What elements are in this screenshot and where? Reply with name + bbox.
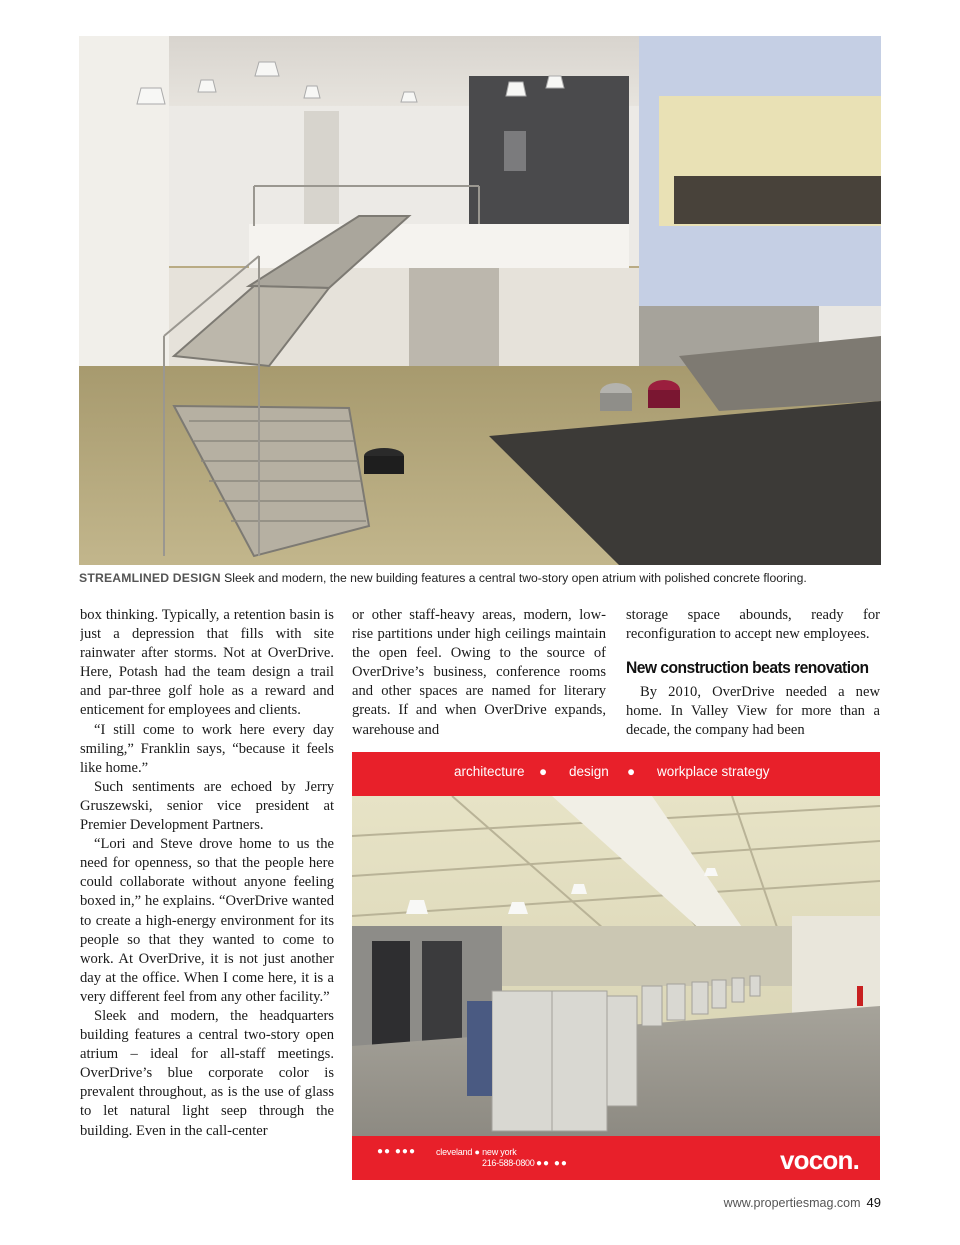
decorative-dots-icon: ●● ●●● xyxy=(377,1146,416,1157)
page-number: 49 xyxy=(866,1195,881,1210)
paragraph: box thinking. Typically, a retention basin is just a depression that fills with site rainwater after storms. Not at OverDrive. Here, Potash had the team design a trail and par-three golf hole as a reward and enticement for employees and clients. xyxy=(80,607,334,719)
article-column-2 xyxy=(352,606,606,740)
bullet-icon: ● xyxy=(627,764,636,779)
article-column-3 xyxy=(626,606,880,740)
paragraph: Sleek and modern, the headquarters building features a central two-story open atrium – ideal for all-staff meetings. OverDrive’s blue corporate color is prevalent throughout, as is the use of glass to let natural light seep through the building. Even in the call-center xyxy=(80,1007,334,1139)
footer-url: www.propertiesmag.com xyxy=(723,1196,861,1210)
vocon-advertisement xyxy=(352,752,880,1180)
caption-lead: STREAMLINED DESIGN xyxy=(79,571,221,585)
ad-tag-architecture: architecture xyxy=(454,764,525,779)
ad-city-cleveland: cleveland xyxy=(436,1147,473,1157)
ad-tagline xyxy=(352,764,880,784)
paragraph: storage space abounds, ready for reconfiguration to accept new employees. xyxy=(626,607,880,643)
photo-caption xyxy=(79,570,881,586)
office-photo xyxy=(352,796,880,1136)
bullet-icon: ● xyxy=(472,1147,483,1157)
vocon-logo: vocon. xyxy=(780,1145,859,1175)
paragraph: “I still come to work here every day smiling,” Franklin says, “because it feels like home.” xyxy=(80,721,334,776)
ad-tag-design: design xyxy=(569,764,609,779)
ad-city-new-york: new york xyxy=(482,1147,517,1157)
ad-tag-workplace-strategy: workplace strategy xyxy=(657,764,770,779)
paragraph: or other staff-heavy areas, modern, low-rise partitions under high ceilings maintain the open feel. Owing to the source of OverDrive’s business, conference rooms and other spaces are named for literary greats. If and when OverDrive expands, warehouse and xyxy=(352,607,606,738)
paragraph: “Lori and Steve drove home to us the need for openness, so that the people here could collaborate without anyone feeling boxed in,” he explains. “OverDrive wanted to create a high-energy environment for its people so that they wanted to come to work. At OverDrive, it is not just another day at the office. When I come here, it is a very different feel from any other facility.” xyxy=(80,836,334,1005)
page-footer xyxy=(724,1195,881,1210)
ad-phone-number: 216-588-0800 xyxy=(482,1158,535,1168)
ad-footer xyxy=(352,1136,880,1180)
article-column-1 xyxy=(80,606,334,1181)
ad-cities xyxy=(436,1147,517,1157)
caption-text: Sleek and modern, the new building features a central two-story open atrium with polished concrete flooring. xyxy=(220,571,807,585)
bullet-icon: ● xyxy=(539,764,548,779)
paragraph: Such sentiments are echoed by Jerry Gruszewski, senior vice president at Premier Development Partners. xyxy=(80,778,334,834)
section-heading: New construction beats renovation xyxy=(626,658,869,678)
paragraph: By 2010, OverDrive needed a new home. In Valley View for more than a decade, the company had been xyxy=(626,684,880,739)
atrium-photo xyxy=(79,36,881,565)
decorative-dots-icon: ●● ●● xyxy=(536,1158,568,1169)
